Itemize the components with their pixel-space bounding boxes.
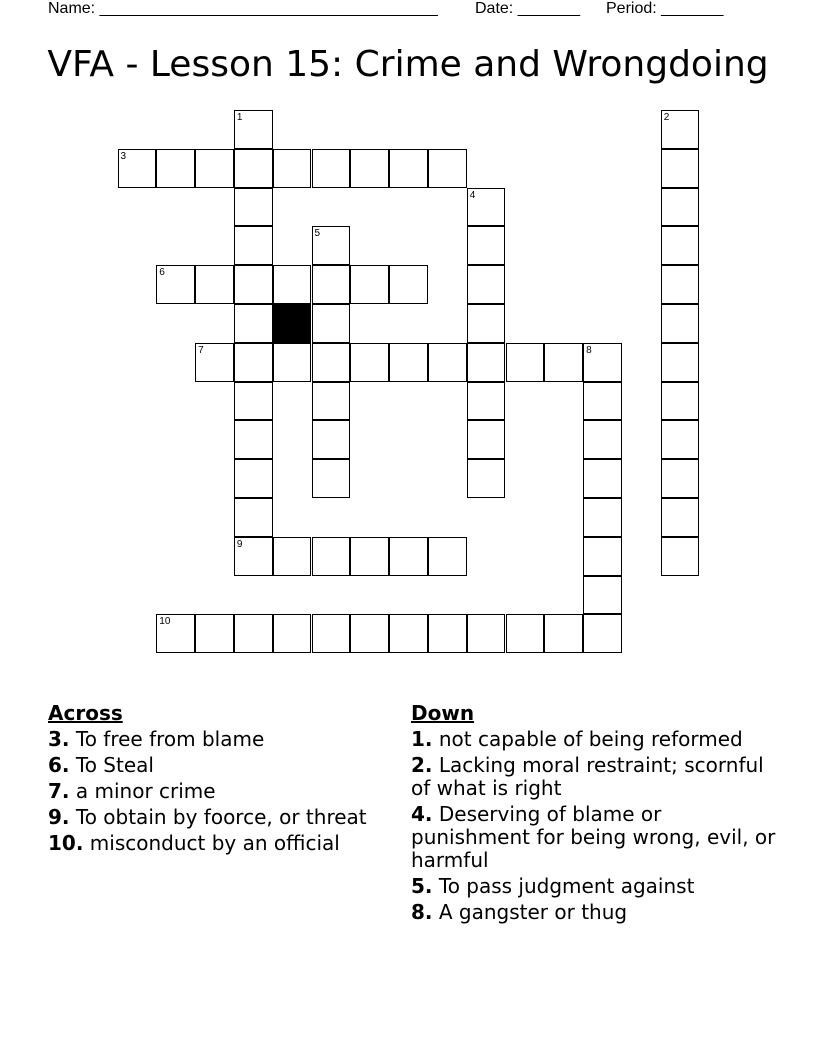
grid-cell[interactable] [234, 149, 273, 188]
grid-cell[interactable] [544, 343, 583, 382]
clue-number: 7. [48, 779, 70, 803]
clue-number-label: 9 [236, 538, 243, 550]
clue-text: not capable of being reformed [438, 727, 743, 751]
grid-cell[interactable] [661, 304, 700, 343]
clue-text: A gangster or thug [438, 900, 628, 924]
grid-cell[interactable] [312, 614, 351, 653]
grid-cell[interactable] [312, 537, 351, 576]
grid-cell[interactable] [428, 343, 467, 382]
clue-number: 3. [48, 727, 70, 751]
across-clue [48, 832, 378, 855]
grid-cell[interactable] [661, 459, 700, 498]
clue-number-label: 10 [159, 616, 171, 628]
grid-cell[interactable] [195, 149, 234, 188]
clue-number-label: 4 [469, 189, 476, 201]
down-clue [411, 901, 781, 924]
down-clue [411, 803, 781, 872]
page-title: VFA - Lesson 15: Crime and Wrongdoing [47, 44, 769, 85]
grid-cell[interactable] [234, 304, 273, 343]
across-clue [48, 728, 378, 751]
grid-cell[interactable] [544, 614, 583, 653]
clue-number-label: 2 [663, 112, 670, 123]
clue-number: 6. [48, 753, 70, 777]
grid-cell[interactable] [389, 343, 428, 382]
grid-cell[interactable] [467, 343, 506, 382]
clue-number-label: 7 [198, 344, 204, 356]
clue-text: a minor crime [75, 779, 216, 803]
grid-cell[interactable] [467, 265, 506, 304]
grid-cell[interactable] [428, 537, 467, 576]
grid-cell[interactable] [506, 614, 545, 653]
grid-cell[interactable] [583, 614, 622, 653]
clue-text: misconduct by an official [89, 831, 340, 855]
grid-cell[interactable] [467, 420, 506, 459]
down-clue-list [411, 728, 781, 924]
grid-cell[interactable] [583, 459, 622, 498]
grid-cell[interactable] [312, 149, 351, 188]
grid-cell[interactable] [312, 382, 351, 421]
down-clue [411, 728, 781, 751]
grid-cell[interactable] [273, 149, 312, 188]
grid-cell[interactable] [467, 226, 506, 265]
clue-number: 10. [48, 831, 84, 855]
down-clue [411, 754, 781, 800]
across-clue [48, 806, 378, 829]
grid-cell[interactable] [350, 265, 389, 304]
grid-cell[interactable] [312, 265, 351, 304]
clue-number-label: 1 [236, 112, 243, 123]
grid-cell[interactable] [312, 459, 351, 498]
grid-cell[interactable] [350, 537, 389, 576]
period-field-label: Period: _______ [606, 0, 724, 17]
grid-cell[interactable] [467, 382, 506, 421]
grid-cell[interactable] [661, 265, 700, 304]
clue-text: To obtain by foorce, or threat [75, 805, 367, 829]
grid-cell[interactable] [661, 382, 700, 421]
date-field-label: Date: _______ [475, 0, 580, 17]
grid-cell[interactable] [661, 537, 700, 576]
grid-cell[interactable] [234, 343, 273, 382]
grid-cell[interactable] [350, 149, 389, 188]
grid-cell[interactable] [583, 537, 622, 576]
grid-cell[interactable] [312, 420, 351, 459]
grid-cell[interactable] [389, 614, 428, 653]
grid-cell[interactable] [312, 304, 351, 343]
grid-cell[interactable] [234, 226, 273, 265]
clue-number: 9. [48, 805, 70, 829]
black-cell [273, 304, 312, 343]
grid-cell[interactable] [661, 188, 700, 227]
grid-cell[interactable] [273, 343, 312, 382]
grid-cell[interactable] [350, 343, 389, 382]
grid-cell[interactable] [195, 265, 234, 304]
down-clue [411, 875, 781, 898]
clue-text: To free from blame [75, 727, 265, 751]
grid-cell[interactable] [273, 614, 312, 653]
clue-number-label: 5 [314, 228, 321, 240]
down-heading: Down [411, 701, 475, 725]
clue-text: Lacking moral restraint; scornful of what is right [411, 753, 764, 800]
clue-number-label: 6 [159, 267, 165, 279]
across-heading: Across [48, 701, 123, 725]
clue-number: 2. [411, 753, 433, 777]
clue-number: 8. [411, 900, 433, 924]
grid-cell[interactable] [467, 614, 506, 653]
grid-cell[interactable] [195, 614, 234, 653]
grid-cell[interactable] [234, 382, 273, 421]
clue-number-label: 8 [586, 344, 592, 356]
across-clues [48, 702, 378, 858]
grid-cell[interactable] [661, 226, 700, 265]
grid-cell[interactable] [312, 343, 351, 382]
grid-cell[interactable] [428, 149, 467, 188]
clue-text: To Steal [75, 753, 154, 777]
grid-cell[interactable] [389, 265, 428, 304]
grid-cell[interactable] [661, 343, 700, 382]
grid-cell[interactable] [661, 149, 700, 188]
grid-cell[interactable] [273, 265, 312, 304]
grid-cell[interactable] [467, 304, 506, 343]
across-clue-list [48, 728, 378, 855]
grid-cell[interactable] [234, 265, 273, 304]
down-clues [411, 702, 781, 927]
grid-cell[interactable] [428, 614, 467, 653]
name-field-label: Name: ______________________________________ [48, 0, 438, 17]
grid-cell[interactable] [234, 188, 273, 227]
grid-cell[interactable] [234, 614, 273, 653]
grid-cell[interactable] [234, 498, 273, 537]
grid-cell[interactable] [273, 537, 312, 576]
clue-text: To pass judgment against [438, 874, 695, 898]
grid-cell[interactable] [234, 420, 273, 459]
grid-cell[interactable] [234, 459, 273, 498]
grid-cell[interactable] [467, 459, 506, 498]
across-clue [48, 780, 378, 803]
grid-cell[interactable] [583, 420, 622, 459]
across-clue [48, 754, 378, 777]
grid-cell[interactable] [661, 498, 700, 537]
grid-cell[interactable] [156, 149, 195, 188]
grid-cell[interactable] [389, 149, 428, 188]
clue-number-label: 3 [120, 150, 127, 162]
clue-number: 4. [411, 802, 433, 826]
clue-number: 1. [411, 727, 433, 751]
grid-cell[interactable] [583, 498, 622, 537]
grid-cell[interactable] [661, 420, 700, 459]
grid-cell[interactable] [350, 614, 389, 653]
grid-cell[interactable] [583, 576, 622, 615]
grid-cell[interactable] [389, 537, 428, 576]
grid-cell[interactable] [583, 382, 622, 421]
clue-number: 5. [411, 874, 433, 898]
grid-cell[interactable] [506, 343, 545, 382]
clue-text: Deserving of blame or punishment for being wrong, evil, or harmful [411, 802, 776, 872]
